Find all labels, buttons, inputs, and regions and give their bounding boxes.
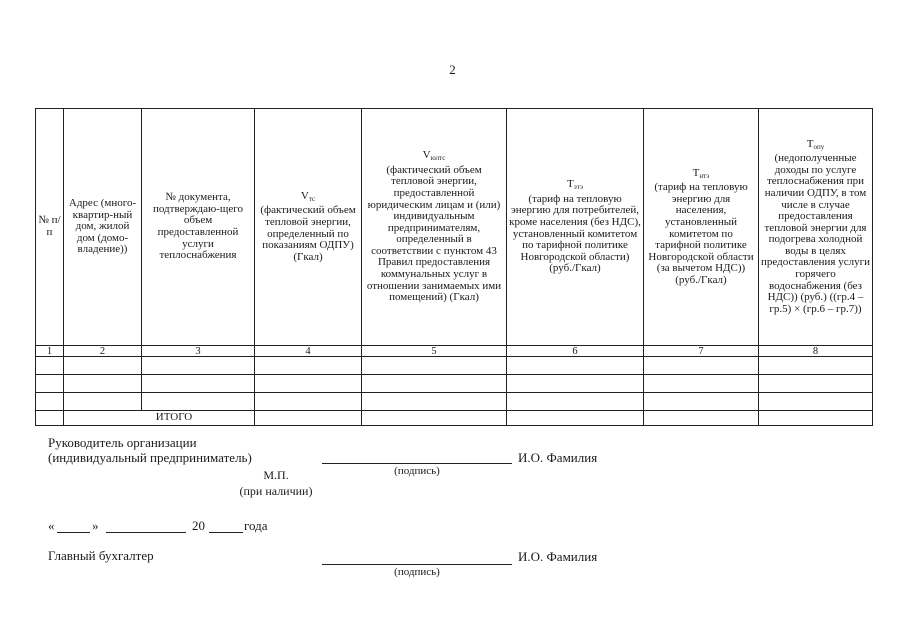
table-cell[interactable] bbox=[255, 393, 362, 411]
total-cell[interactable] bbox=[507, 411, 644, 426]
table-cell[interactable] bbox=[36, 393, 64, 411]
head-name: И.О. Фамилия bbox=[518, 450, 598, 465]
table-cell[interactable] bbox=[255, 375, 362, 393]
header-col-4-symbol: V bbox=[300, 189, 309, 202]
total-label: ИТОГО bbox=[64, 411, 255, 426]
total-cell[interactable] bbox=[644, 411, 759, 426]
header-col-8-symbol: T bbox=[806, 137, 814, 150]
table-cell[interactable] bbox=[64, 375, 142, 393]
total-cell[interactable] bbox=[759, 411, 873, 426]
column-number: 4 bbox=[255, 346, 362, 357]
header-col-8-subscript: опу bbox=[813, 142, 825, 151]
column-number: 8 bbox=[759, 346, 873, 357]
page-number: 2 bbox=[449, 62, 456, 77]
date-open-quote: « bbox=[48, 518, 55, 533]
header-col-8 bbox=[759, 109, 873, 346]
total-cell bbox=[36, 411, 64, 426]
table-cell[interactable] bbox=[644, 393, 759, 411]
column-number-row bbox=[36, 346, 873, 357]
table-cell[interactable] bbox=[142, 393, 255, 411]
total-cell[interactable] bbox=[362, 411, 507, 426]
header-col-4 bbox=[255, 109, 362, 346]
header-col-2: Адрес (много-квартир-ный дом, жилой дом (домо-владение)) bbox=[64, 109, 142, 346]
report-table bbox=[35, 108, 873, 426]
header-col-4-text: (фактический объем тепловой энергии, определенный по показаниям ОДПУ) (Гкал) bbox=[260, 204, 356, 263]
table-cell[interactable] bbox=[64, 357, 142, 375]
accountant-name: И.О. Фамилия bbox=[518, 549, 598, 564]
table-row bbox=[36, 357, 873, 375]
table-cell[interactable] bbox=[362, 357, 507, 375]
header-col-6 bbox=[507, 109, 644, 346]
header-col-6-text: (тариф на тепловую энергию для потребителей, кроме населения (без НДС), установленный комитетом по тарифной политике Новгородской области) (руб./Гкал) bbox=[509, 192, 641, 275]
header-col-5 bbox=[362, 109, 507, 346]
date-year-suffix: года bbox=[244, 518, 268, 533]
header-col-5-symbol: V bbox=[422, 149, 431, 162]
table-cell[interactable] bbox=[507, 375, 644, 393]
table-cell[interactable] bbox=[362, 375, 507, 393]
table-cell[interactable] bbox=[759, 393, 873, 411]
table-cell[interactable] bbox=[759, 375, 873, 393]
header-col-7 bbox=[644, 109, 759, 346]
stamp-label: М.П. bbox=[263, 468, 289, 482]
accountant-title: Главный бухгалтер bbox=[48, 548, 154, 563]
header-col-6-subscript: этэ bbox=[573, 183, 583, 192]
stamp-note: (при наличии) bbox=[239, 484, 313, 498]
table-cell[interactable] bbox=[507, 393, 644, 411]
column-number: 5 bbox=[362, 346, 507, 357]
header-col-5-subscript: юлтс bbox=[430, 154, 446, 163]
header-col-7-text: (тариф на тепловую энергию для населения, установленный комитетом по тарифной политике Новгородской области (за вычетом НДС)) (руб./Гкал) bbox=[648, 181, 754, 286]
total-cell[interactable] bbox=[255, 411, 362, 426]
table-cell[interactable] bbox=[36, 357, 64, 375]
header-col-5-text: (фактический объем тепловой энергии, предоставленной юридическим лицам и (или) индивидуальным предпринимателям, определенный в соответствии с пунктом 43 Правил предоставления коммунальных услуг в отношении занимаемых ими помещений) (Гкал) bbox=[366, 163, 502, 304]
head-title-line2: (индивидуальный предприниматель) bbox=[48, 450, 252, 465]
accountant-signature-line[interactable] bbox=[322, 564, 512, 565]
header-col-7-subscript: нтэ bbox=[699, 171, 710, 180]
column-number: 3 bbox=[142, 346, 255, 357]
column-number: 1 bbox=[36, 346, 64, 357]
table-cell[interactable] bbox=[36, 375, 64, 393]
header-col-3: № документа, подтверждаю-щего объем предоставленной услуги теплоснабжения bbox=[142, 109, 255, 346]
table-row bbox=[36, 393, 873, 411]
date-close-quote: » bbox=[92, 518, 99, 533]
head-title-line1: Руководитель организации bbox=[48, 435, 197, 450]
header-col-4-subscript: тс bbox=[308, 194, 316, 203]
header-col-6-symbol: T bbox=[567, 178, 574, 191]
head-signature-caption: (подпись) bbox=[394, 465, 440, 477]
total-row bbox=[36, 411, 873, 426]
table-cell[interactable] bbox=[507, 357, 644, 375]
table-cell[interactable] bbox=[644, 357, 759, 375]
date-day-line[interactable] bbox=[57, 532, 90, 533]
table-cell[interactable] bbox=[759, 357, 873, 375]
date-year-line[interactable] bbox=[209, 532, 243, 533]
header-col-7-symbol: T bbox=[692, 166, 700, 179]
header-row bbox=[36, 109, 873, 346]
date-month-line[interactable] bbox=[106, 532, 186, 533]
table-cell[interactable] bbox=[644, 375, 759, 393]
column-number: 6 bbox=[507, 346, 644, 357]
table-cell[interactable] bbox=[142, 357, 255, 375]
table-cell[interactable] bbox=[64, 393, 142, 411]
head-signature-line[interactable] bbox=[322, 463, 512, 464]
column-number: 7 bbox=[644, 346, 759, 357]
table-cell[interactable] bbox=[362, 393, 507, 411]
date-year-prefix: 20 bbox=[192, 518, 205, 533]
column-number: 2 bbox=[64, 346, 142, 357]
header-col-1: № п/п bbox=[36, 109, 64, 346]
header-col-8-text: (недополученные доходы по услуге теплоснабжения при наличии ОДПУ, в том числе в случае предоставления тепловой энергии для подогрева холодной воды в целях предоставления услуги горячего водоснабжения (без НДС)) (руб.) ((гр.4 – гр.5) × (гр.6 – гр.7)) bbox=[761, 152, 870, 315]
accountant-signature-caption: (подпись) bbox=[394, 566, 440, 578]
table-cell[interactable] bbox=[255, 357, 362, 375]
table-cell[interactable] bbox=[142, 375, 255, 393]
table-row bbox=[36, 375, 873, 393]
